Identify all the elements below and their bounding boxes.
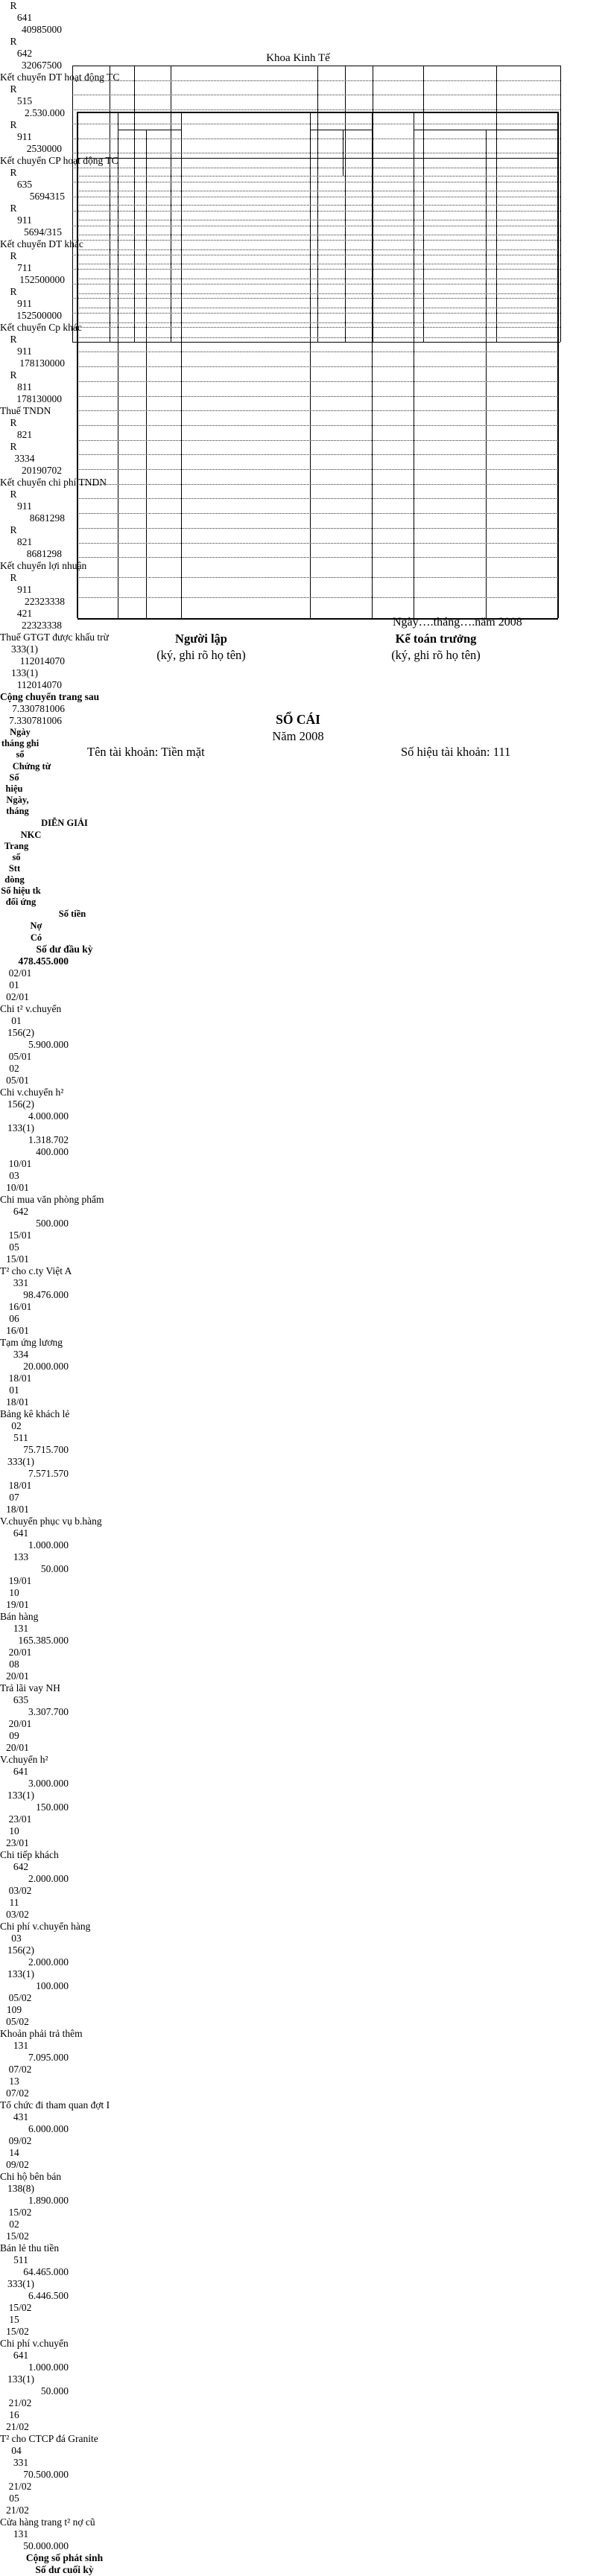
row-account: 133 <box>13 1551 29 1562</box>
ledger-grid-line-h <box>77 410 558 411</box>
prev-row-credit: 112014070 <box>16 679 62 690</box>
row-debit: 1.318.702 <box>28 1134 69 1145</box>
header-account: Số hiệu tk đối ứng <box>1 885 41 907</box>
row-voucher-number: 02 <box>9 1063 19 1074</box>
date-line: Ngày….tháng….năm 2008 <box>393 616 522 629</box>
account-name: Tên tài khoản: Tiền mặt <box>87 745 205 759</box>
row-voucher-date: 18/01 <box>6 1396 29 1408</box>
ledger-table <box>0 727 608 2576</box>
prev-row-debit: 2.530.000 <box>25 107 65 118</box>
prev-row-account: 133(1) <box>11 667 38 678</box>
row-voucher-number: 10 <box>9 1825 19 1836</box>
row-account: 642 <box>13 1861 29 1872</box>
ledger-grid-line-h <box>77 337 558 338</box>
row-credit: 500.000 <box>36 1218 69 1229</box>
row-credit: 150.000 <box>36 1801 69 1813</box>
prev-row-debit: 178130000 <box>19 357 65 369</box>
row-credit: 7.095.000 <box>28 2052 69 2063</box>
header-amount: Số tiền <box>58 909 86 919</box>
preparer-title: Người lập <box>175 632 227 646</box>
prev-row-account: 421 <box>16 608 33 619</box>
row-description: V.chuyển phục vụ b.hàng <box>0 1516 102 1527</box>
row-date: 15/01 <box>8 1230 32 1241</box>
row-account: 641 <box>13 1527 29 1539</box>
prev-row-account: 641 <box>16 12 33 23</box>
row-date: 03/02 <box>8 1885 32 1896</box>
header-date: Ngày tháng ghi sổ <box>1 727 39 760</box>
row-page: 03 <box>11 1933 22 1944</box>
row-voucher-date: 07/02 <box>6 2087 29 2099</box>
row-credit: 400.000 <box>36 1146 69 1157</box>
prev-row-account: 821 <box>16 429 33 440</box>
row-account: 131 <box>13 1623 29 1634</box>
row-debit: 50.000.000 <box>23 2540 69 2551</box>
ledger-grid-line-h <box>77 425 558 426</box>
chief-accountant-note: (ký, ghi rõ họ tên) <box>391 648 481 662</box>
row-credit: 1.890.000 <box>28 2195 69 2206</box>
prev-row-desc: Kết chuyển DT hoạt động TC <box>0 71 120 83</box>
prev-row-debit: 112014070 <box>19 655 65 667</box>
ledger-grid-line-h <box>77 513 558 514</box>
ledger-grid-line-v <box>486 130 487 618</box>
row-description: Bán hàng <box>0 1611 39 1622</box>
prev-row-nkc: R <box>10 119 17 130</box>
header-line: Stt dòng <box>4 863 25 885</box>
prev-row-desc: Kết chuyển CP hoạt động TC <box>0 155 118 166</box>
row-voucher-date: 10/01 <box>6 1182 29 1193</box>
faculty-header: Khoa Kinh Tế <box>266 52 330 64</box>
prev-row-account: 3334 <box>14 453 35 464</box>
row-account: 642 <box>13 1206 29 1217</box>
prev-grid-line-v <box>560 66 561 342</box>
row-account: 511 <box>13 2254 28 2265</box>
row-voucher-date: 15/01 <box>6 1253 29 1265</box>
prev-row-nkc: R <box>10 441 17 452</box>
row-page: 04 <box>11 2445 22 2456</box>
row-credit: 3.307.700 <box>28 1706 69 1717</box>
row-voucher-date: 20/01 <box>6 1670 29 1682</box>
header-voucher: Chứng từ <box>12 761 51 772</box>
row-date: 21/02 <box>8 2397 32 2408</box>
row-account: 334 <box>13 1349 29 1360</box>
row-voucher-number: 08 <box>9 1659 19 1670</box>
row-voucher-date: 03/02 <box>6 1909 29 1920</box>
row-voucher-date: 19/01 <box>6 1599 29 1610</box>
prev-row-account: 911 <box>17 214 32 226</box>
row-description: T² cho CTCP đá Granite <box>0 2433 98 2444</box>
row-account: 331 <box>13 2457 29 2468</box>
row-date: 05/02 <box>8 1992 32 2003</box>
row-voucher-number: 01 <box>9 979 19 990</box>
row-debit: 64.465.000 <box>23 2266 69 2277</box>
prev-row-account: 911 <box>17 131 32 142</box>
row-voucher-number: 10 <box>9 1587 19 1598</box>
row-voucher-date: 15/02 <box>6 2326 29 2337</box>
row-voucher-number: 01 <box>9 1384 19 1396</box>
prev-row-nkc: R <box>10 36 17 47</box>
row-date: 19/01 <box>8 1575 32 1586</box>
prev-row-debit: 7.330781006 <box>12 703 65 714</box>
prev-row-desc: Thuế TNDN <box>0 405 51 416</box>
row-voucher-date: 05/01 <box>6 1075 29 1086</box>
row-date: 20/01 <box>8 1647 32 1658</box>
prev-row-credit: 5694/315 <box>23 226 62 238</box>
row-account: 131 <box>13 2040 29 2051</box>
prev-row-credit: 7.330781006 <box>9 715 62 726</box>
row-description: Chi tiếp khách <box>0 1849 59 1860</box>
ledger-border-top <box>77 112 558 113</box>
row-date: 10/01 <box>8 1158 32 1169</box>
row-account: 133(1) <box>7 1790 34 1801</box>
ledger-grid-line-h <box>77 396 558 397</box>
prev-row-nkc: R <box>10 83 17 95</box>
ledger-grid-line-h <box>77 249 558 250</box>
row-voucher-date: 21/02 <box>6 2421 29 2432</box>
row-description: V.chuyển h² <box>0 1754 48 1765</box>
row-account: 511 <box>13 1432 28 1443</box>
row-description: Tạm ứng lương <box>0 1337 63 1348</box>
prev-grid-line-v <box>345 66 346 342</box>
opening-balance-debit: 478.455.000 <box>18 955 69 967</box>
prev-row-account: 811 <box>17 381 32 392</box>
ledger-grid-line-h <box>77 454 558 455</box>
row-account: 641 <box>13 2350 29 2361</box>
row-voucher-date: 05/02 <box>6 2016 29 2027</box>
row-credit: 6.000.000 <box>28 2123 69 2134</box>
prev-row-nkc: R <box>10 369 17 381</box>
prev-row-desc: Kết chuyển chi phí TNDN <box>0 477 107 488</box>
ledger-grid-line-h <box>77 498 558 499</box>
header-voucher-number: Số hiệu <box>5 772 23 794</box>
row-account: 333(1) <box>7 2278 34 2289</box>
prev-row-account: 821 <box>16 536 33 547</box>
row-voucher-number: 14 <box>9 2147 19 2158</box>
row-account: 333(1) <box>7 1456 34 1467</box>
row-credit: 5.900.000 <box>28 1039 69 1050</box>
row-credit: 50.000 <box>40 1563 69 1574</box>
row-voucher-date: 02/01 <box>6 991 29 1002</box>
prev-row-credit: 152500000 <box>16 310 62 321</box>
row-credit: 20.000.000 <box>23 1361 69 1372</box>
prev-row-debit: 8681298 <box>29 512 65 524</box>
row-credit: 3.000.000 <box>28 1778 69 1789</box>
row-credit: 1.000.000 <box>28 1539 69 1551</box>
row-page: 01 <box>11 1015 22 1026</box>
row-date: 23/01 <box>8 1813 32 1825</box>
row-account: 138(8) <box>7 2183 34 2194</box>
prev-row-nkc: R <box>10 334 17 345</box>
row-date: 02/01 <box>8 967 32 979</box>
row-voucher-number: 13 <box>9 2076 19 2087</box>
ledger-grid-line-h <box>77 469 558 470</box>
row-credit: 4.000.000 <box>28 1110 69 1122</box>
row-voucher-number: 15 <box>9 2314 19 2325</box>
ledger-grid-line-h <box>77 366 558 367</box>
closing-balance-label: Số dư cuối kỳ <box>35 2564 94 2575</box>
row-description: Chi phí v.chuyển <box>0 2338 69 2349</box>
row-voucher-number: 11 <box>9 1897 19 1908</box>
prev-grid-line-v <box>496 66 497 342</box>
prev-row-credit: 20190702 <box>22 465 62 476</box>
prev-row-nkc: R <box>10 0 17 11</box>
row-voucher-number: 16 <box>9 2409 19 2420</box>
row-description: Chi v.chuyển h² <box>0 1087 64 1098</box>
prev-row-nkc: R <box>10 167 17 178</box>
row-credit: 1.000.000 <box>28 2362 69 2373</box>
row-description: Chi mua văn phòng phẩm <box>0 1194 104 1205</box>
prev-row-nkc: R <box>10 203 17 214</box>
row-voucher-date: 09/02 <box>6 2159 29 2170</box>
prev-grid-line-v <box>423 66 424 342</box>
prev-row-nkc: R <box>10 417 17 428</box>
row-debit: 75.715.700 <box>23 1444 69 1455</box>
header-credit: Có <box>30 932 42 943</box>
row-voucher-date: 16/01 <box>6 1325 29 1336</box>
row-credit: 50.000 <box>40 2385 69 2397</box>
row-description: T² cho c.ty Việt A <box>0 1265 72 1276</box>
row-account: 133(1) <box>7 2373 34 2385</box>
row-description: Khoản phải trả thêm <box>0 2028 83 2039</box>
prev-row-debit: 5694315 <box>29 191 65 202</box>
prev-row-desc: Kết chuyển DT khác <box>0 238 83 249</box>
row-voucher-date: 18/01 <box>6 1504 29 1515</box>
prev-row-account: 911 <box>17 584 32 595</box>
prev-grid-line-h <box>72 80 560 81</box>
prev-grid-line-v <box>317 66 318 342</box>
row-description: Tổ chức đi tham quan đợt I <box>0 2099 110 2111</box>
row-description: Bán lẻ thu tiền <box>0 2242 60 2254</box>
row-credit: 98.476.000 <box>23 1289 69 1300</box>
row-account: 431 <box>13 2111 29 2122</box>
row-voucher-number: 07 <box>9 1492 19 1503</box>
row-voucher-number: 05 <box>9 1241 19 1253</box>
row-account: 133(1) <box>7 1122 34 1133</box>
row-account: 131 <box>13 2528 29 2540</box>
row-date: 18/01 <box>8 1480 32 1491</box>
row-voucher-number: 06 <box>9 1313 19 1324</box>
prev-row-account: 911 <box>17 500 32 512</box>
prev-grid-line-v <box>72 66 73 342</box>
row-credit: 2.000.000 <box>28 1956 69 1968</box>
row-credit: 100.000 <box>36 1980 69 1991</box>
header-debit: Nợ <box>30 920 42 931</box>
row-date: 21/02 <box>8 2481 32 2492</box>
prev-row-credit: 2530000 <box>26 143 62 154</box>
prev-row-nkc: R <box>10 286 17 297</box>
prev-row-debit: 152500000 <box>19 274 65 285</box>
prev-row-account: 911 <box>17 298 32 309</box>
prev-row-desc: Cộng chuyển trang sau <box>0 691 100 702</box>
prev-row-nkc: R <box>10 489 17 500</box>
ledger-grid-line-h <box>77 557 558 558</box>
row-credit: 70.500.000 <box>23 2469 69 2480</box>
prev-row-nkc: R <box>10 524 17 535</box>
row-account: 641 <box>13 1766 29 1777</box>
row-date: 20/01 <box>8 1718 32 1729</box>
prev-row-account: 515 <box>16 95 33 106</box>
row-debit: 7.571.570 <box>28 1468 69 1479</box>
header-description: DIỄN GIẢI <box>41 818 88 828</box>
prev-row-nkc: R <box>10 250 17 261</box>
prev-row-account: 635 <box>16 179 33 190</box>
row-credit: 2.000.000 <box>28 1873 69 1884</box>
prev-row-credit: 178130000 <box>16 393 62 404</box>
ledger-grid-line-h <box>77 528 558 529</box>
row-account: 635 <box>13 1694 29 1705</box>
row-voucher-number: 05 <box>9 2493 19 2504</box>
row-date: 09/02 <box>8 2135 32 2146</box>
ledger-title: SỔ CÁI <box>276 712 320 727</box>
row-description: Chi phí v.chuyển hàng <box>0 1921 91 1932</box>
row-voucher-date: 21/02 <box>6 2505 29 2516</box>
prev-row-account: 642 <box>16 48 33 59</box>
row-voucher-date: 15/02 <box>6 2230 29 2242</box>
prev-row-nkc: R <box>10 572 17 583</box>
header-voucher-date: Ngày, tháng <box>6 795 29 816</box>
ledger-grid-line-h <box>77 205 558 206</box>
prev-grid-line-v <box>134 66 135 342</box>
prev-row-debit: 22323338 <box>25 596 65 607</box>
row-description: Chi hộ bên bán <box>0 2171 62 2182</box>
prev-row-credit: 40985000 <box>22 24 62 35</box>
prev-row-account: 333(1) <box>11 643 38 655</box>
row-voucher-number: 109 <box>6 2004 22 2015</box>
row-description: Trả lãi vay NH <box>0 1682 60 1694</box>
row-voucher-number: 03 <box>9 1170 19 1181</box>
ledger-grid-line-v <box>146 130 147 618</box>
row-voucher-number: 09 <box>9 1730 19 1741</box>
row-account: 331 <box>13 1277 29 1288</box>
period-total-label: Cộng số phát sinh <box>25 2552 104 2563</box>
row-debit: 165.385.000 <box>18 1635 69 1646</box>
header-nkc: NKC <box>20 830 42 840</box>
row-account: 156(2) <box>7 1027 34 1038</box>
prev-row-account: 911 <box>17 346 32 357</box>
opening-balance-label: Số dư đầu kỳ <box>36 944 93 955</box>
prev-row-credit: 32067500 <box>22 60 62 71</box>
ledger-grid-line-h <box>77 484 558 485</box>
prev-row-credit: 8681298 <box>26 548 62 559</box>
row-voucher-date: 23/01 <box>6 1837 29 1848</box>
prev-grid-line-h <box>72 109 560 110</box>
ledger-grid-line-h <box>77 381 558 382</box>
header-page: Trang số <box>4 841 29 862</box>
row-date: 05/01 <box>8 1051 32 1062</box>
row-voucher-number: 02 <box>9 2219 19 2230</box>
chief-accountant-title: Kế toán trưởng <box>395 632 477 646</box>
row-page: 02 <box>11 1420 22 1431</box>
row-date: 15/02 <box>8 2302 32 2313</box>
ledger-grid-line-h <box>77 577 558 578</box>
row-account: 156(2) <box>7 1944 34 1956</box>
ledger-grid-line-h <box>77 322 558 323</box>
ledger-year: Năm 2008 <box>272 729 324 743</box>
ledger-grid-line-h <box>77 293 558 294</box>
account-number: Số hiệu tài khoản: 111 <box>401 745 511 759</box>
row-description: Cửa hàng trang t² nợ cũ <box>0 2516 95 2528</box>
row-date: 16/01 <box>8 1301 32 1312</box>
row-date: 15/02 <box>8 2207 32 2218</box>
ledger-grid-line-h <box>77 440 558 441</box>
row-description: Bảng kê khách lẻ <box>0 1408 70 1419</box>
ledger-grid-line-h <box>77 597 558 598</box>
row-date: 18/01 <box>8 1373 32 1384</box>
row-description: Chi t² v.chuyển <box>0 1003 62 1014</box>
prev-row-credit: 22323338 <box>22 620 62 631</box>
row-account: 133(1) <box>7 1968 34 1979</box>
row-account: 156(2) <box>7 1098 34 1110</box>
ledger-grid-line-h <box>77 543 558 544</box>
row-debit: 6.446.500 <box>28 2290 69 2301</box>
prev-row-desc: Thuế GTGT được khấu trừ <box>0 632 109 643</box>
preparer-note: (ký, ghi rõ họ tên) <box>156 648 246 662</box>
prev-row-desc: Kết chuyển lợi nhuận <box>0 560 87 571</box>
prev-row-account: 711 <box>17 262 32 273</box>
prev-row-desc: Kết chuyển Cp khác <box>0 322 82 333</box>
row-date: 07/02 <box>8 2064 32 2075</box>
row-voucher-date: 20/01 <box>6 1742 29 1753</box>
